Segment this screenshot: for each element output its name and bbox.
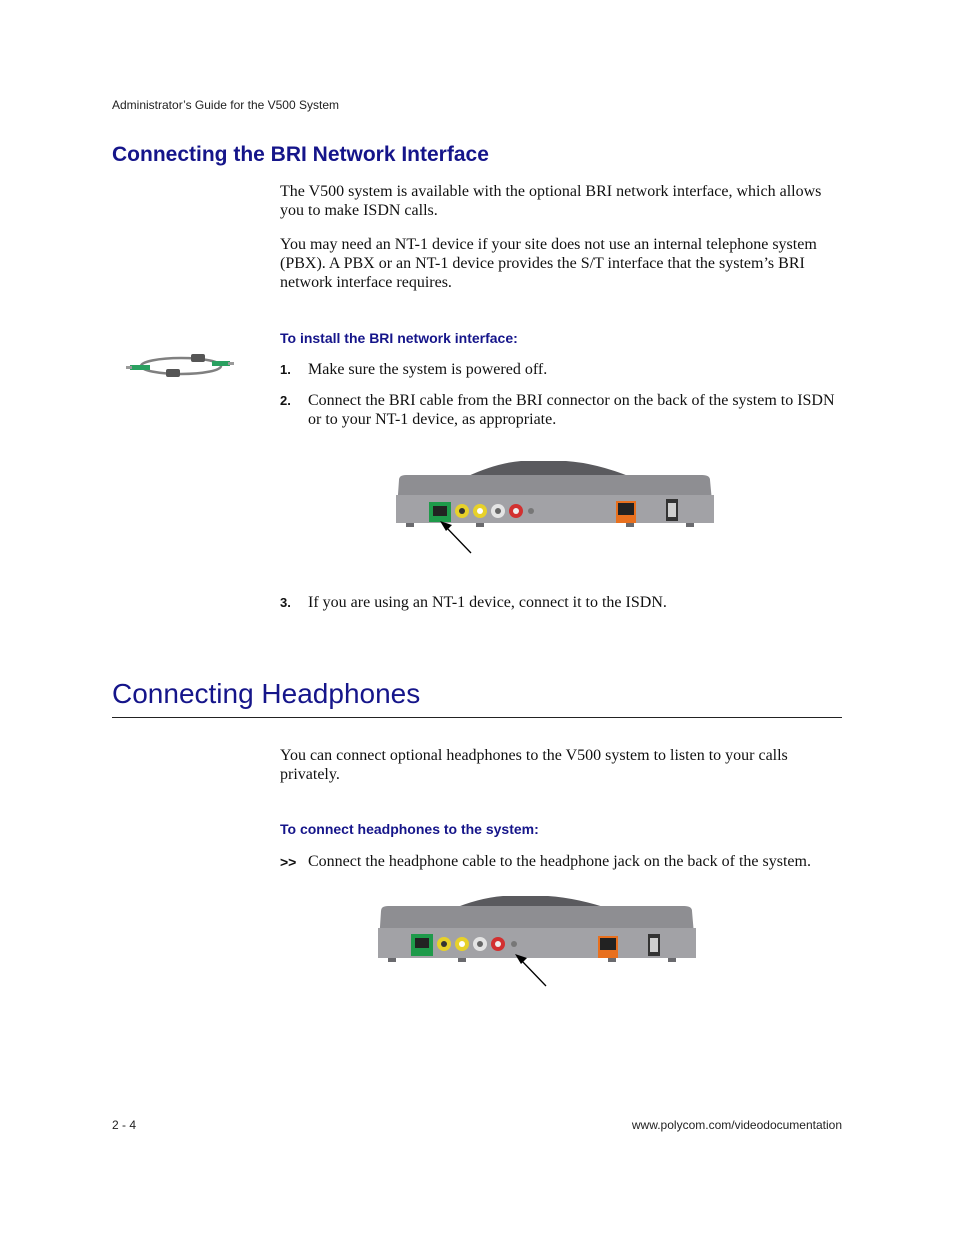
step-text: If you are using an NT-1 device, connect it to the ISDN.	[308, 594, 667, 611]
section-heading-headphones: Connecting Headphones	[112, 678, 421, 709]
headphone-jack	[511, 941, 517, 947]
bri-procedure-title: To install the BRI network interface:	[280, 330, 518, 346]
bri-intro-paragraph: The V500 system is available with the optional BRI network interface, which allows you to make ISDN calls.	[280, 183, 822, 219]
device-back-panel-headphones	[378, 896, 698, 996]
step-number: 1.	[280, 362, 291, 377]
headphones-intro-paragraph: You can connect optional headphones to the V500 system to listen to your calls privately.	[280, 747, 788, 783]
step-number: 3.	[280, 595, 291, 610]
running-header: Administrator’s Guide for the V500 System	[112, 98, 339, 112]
headphones-procedure-title: To connect headphones to the system:	[280, 821, 539, 837]
headphones-step-text: Connect the headphone cable to the headphone jack on the back of the system.	[308, 853, 811, 870]
page-number: 2 - 4	[112, 1118, 137, 1132]
heading-rule	[112, 717, 842, 718]
step-text: Make sure the system is powered off.	[308, 361, 548, 378]
step-text: Connect the BRI cable from the BRI connector on the back of the system to ISDN or to your NT-1 device, as appropriate.	[308, 392, 835, 428]
step-marker: >>	[280, 854, 297, 870]
section-heading-bri: Connecting the BRI Network Interface	[112, 143, 489, 166]
step-number: 2.	[280, 393, 291, 408]
bri-cable-illustration	[126, 350, 236, 380]
headphone-jack	[528, 508, 534, 514]
device-back-panel-bri	[396, 455, 716, 555]
footer-url: www.polycom.com/videodocumentation	[631, 1118, 842, 1132]
bri-nt1-paragraph: You may need an NT-1 device if your site does not use an internal telephone system (PBX). A PBX or an NT-1 device provides the S/T interface that the system’s BRI network interface requires.	[280, 236, 817, 291]
